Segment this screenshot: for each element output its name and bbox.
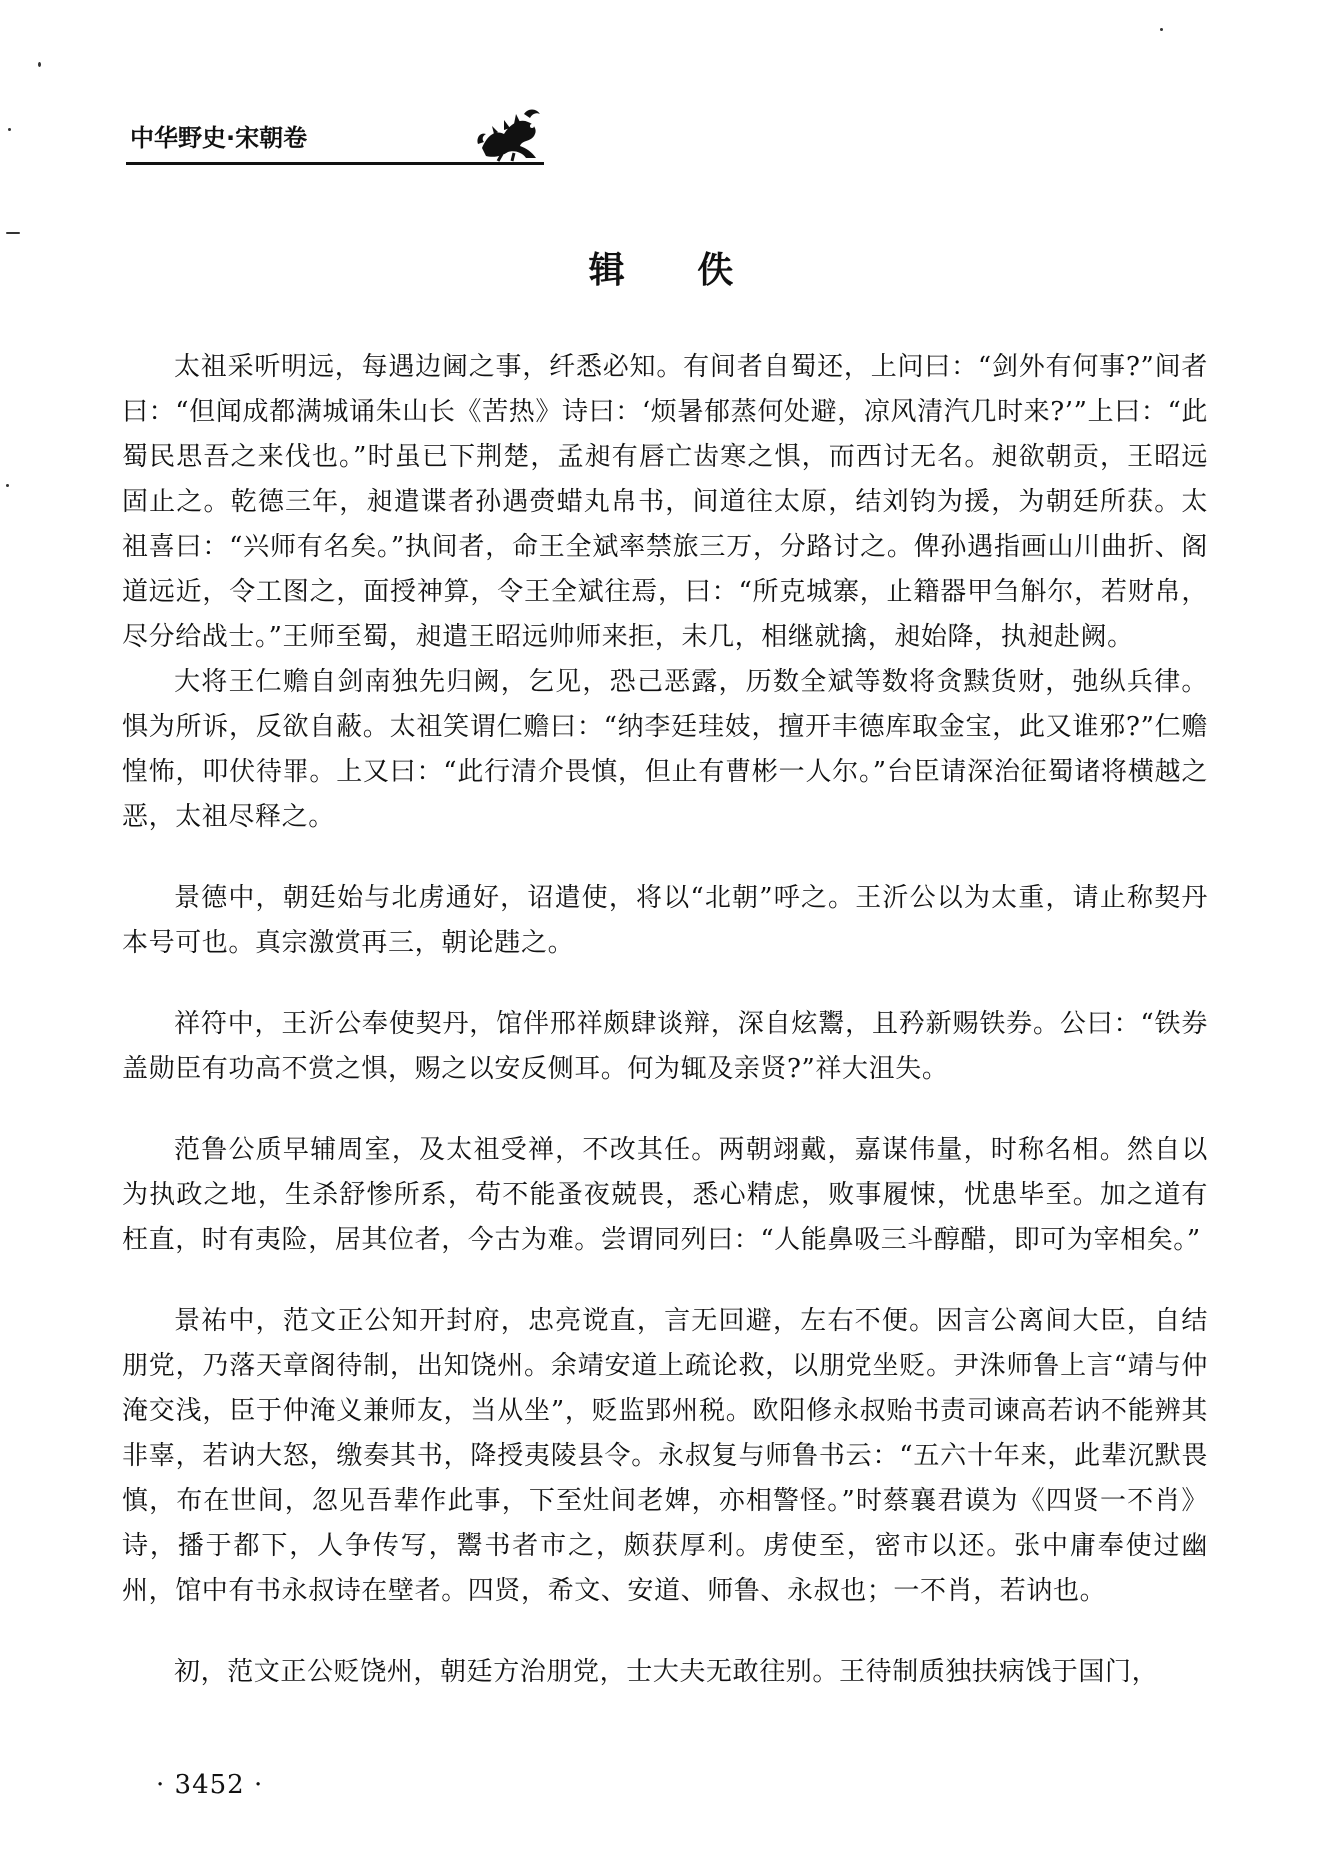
scan-speck <box>8 128 11 131</box>
paragraph: 初，范文正公贬饶州，朝廷方治朋党，士大夫无敢往别。王待制质独扶病饯于国门， <box>174 1657 1159 1687</box>
header-rule <box>126 162 544 165</box>
running-title: 中华野史·宋朝卷 <box>130 124 308 152</box>
scan-speck <box>6 484 9 487</box>
paragraph: 太祖采听明远，每遇边阃之事，纤悉必知。有间者自蜀还，上问曰：“剑外有何事?”间者曰：“但闻成都满城诵朱山长《苦热》诗曰：‘烦暑郁蒸何处避，凉风清汽几时来?’”上曰：“此蜀民思吾之来伐也。”时虽已下荆楚，孟昶有唇亡齿寒之惧，而西讨无名。昶欲朝贡，王昭远固止之。乾德三年，昶遣谍者孙遇赍蜡丸帛书，间道往太原，结刘钧为援，为朝廷所获。太祖喜曰：“兴师有名矣。”执间者，命王全斌率禁旅三万，分路讨之。俾孙遇指画山川曲折、阁道远近，令工图之，面授神算，令王全斌往焉，曰：“所克城寨，止籍器甲刍斛尔，若财帛，尽分给战士。”王师至蜀，昶遣王昭远帅师来拒，未几，相继就擒，昶始降，执昶赴阙。 <box>122 352 1208 652</box>
running-header <box>126 112 544 172</box>
paragraph: 大将王仁赡自剑南独先归阙，乞见，恐己恶露，历数全斌等数将贪黩货财，弛纵兵律。惧为所诉，反欲自蔽。太祖笑谓仁赡曰：“纳李廷珪妓，擅开丰德库取金宝，此又谁邪?”仁赡惶怖，叩伏待罪。上又曰：“此行清介畏慎，但止有曹彬一人尔。”台臣请深治征蜀诸将横越之恶，太祖尽释之。 <box>122 667 1208 832</box>
dragon-icon <box>474 104 544 162</box>
paragraph: 景德中，朝廷始与北虏通好，诏遣使，将以“北朝”呼之。王沂公以为太重，请止称契丹本号可也。真宗激赏再三，朝论韪之。 <box>122 883 1208 958</box>
body-text <box>122 345 1208 1695</box>
scan-speck <box>38 62 41 67</box>
scan-speck <box>6 232 20 234</box>
page-number: · 3452 · <box>156 1770 264 1800</box>
paragraph: 范鲁公质早辅周室，及太祖受禅，不改其任。两朝翊戴，嘉谋伟量，时称名相。然自以为执政之地，生杀舒惨所系，苟不能蚤夜兢畏，悉心精虑，败事履悚，忧患毕至。加之道有枉直，时有夷险，居其位者，今古为难。尝谓同列曰：“人能鼻吸三斗醇醋，即可为宰相矣。” <box>122 1135 1208 1255</box>
section-title: 辑 佚 <box>588 250 764 291</box>
paragraph: 景祐中，范文正公知开封府，忠亮谠直，言无回避，左右不便。因言公离间大臣，自结朋党，乃落天章阁待制，出知饶州。余靖安道上疏论救，以朋党坐贬。尹洙师鲁上言“靖与仲淹交浅，臣于仲淹义兼师友，当从坐”，贬监郢州税。欧阳修永叔贻书责司谏高若讷不能辨其非辜，若讷大怒，缴奏其书，降授夷陵县令。永叔复与师鲁书云：“五六十年来，此辈沉默畏慎，布在世间，忽见吾辈作此事，下至灶间老婢，亦相警怪。”时蔡襄君谟为《四贤一不肖》诗，播于都下，人争传写，鬻书者市之，颇获厚利。虏使至，密市以还。张中庸奉使过幽州，馆中有书永叔诗在壁者。四贤，希文、安道、师鲁、永叔也；一不肖，若讷也。 <box>122 1306 1208 1606</box>
paragraph: 祥符中，王沂公奉使契丹，馆伴邢祥颇肆谈辩，深自炫鬻，且矜新赐铁券。公曰：“铁券盖勋臣有功高不赏之惧，赐之以安反侧耳。何为辄及亲贤?”祥大沮失。 <box>122 1009 1208 1084</box>
scan-speck <box>1160 28 1163 31</box>
